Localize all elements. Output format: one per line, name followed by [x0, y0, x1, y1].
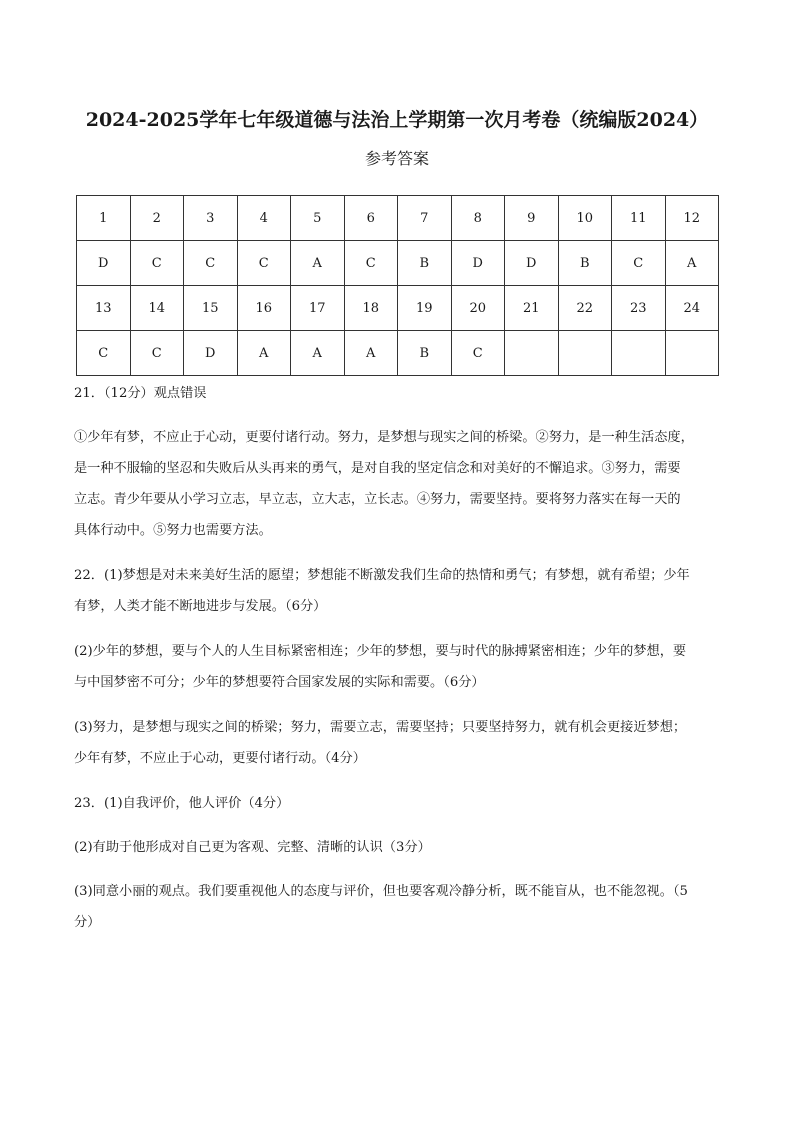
question-number-cell: 22: [558, 286, 612, 331]
answer-cell: B: [398, 241, 452, 286]
q21-line: 具体行动中。⑤努力也需要方法。: [74, 523, 272, 538]
question-number-cell: 19: [398, 286, 452, 331]
question-number-cell: 21: [505, 286, 559, 331]
question-number-cell: 24: [665, 286, 719, 331]
q22-part2-line: 与中国梦密不可分；少年的梦想要符合国家发展的实际和需要。（6分）: [74, 675, 485, 690]
q23-part3-line: (3)同意小丽的观点。我们要重视他人的态度与评价，但也要客观冷静分析，既不能盲从，也不能忽视。（5: [74, 884, 688, 899]
q23-part1-line: 23．(1)自我评价，他人评价（4分）: [74, 796, 290, 811]
question-number-cell: 23: [612, 286, 666, 331]
question-number-cell: 1: [77, 196, 131, 241]
answer-cell: [558, 331, 612, 376]
answer-cell: C: [77, 331, 131, 376]
q23-part3-line: 分）: [74, 915, 101, 930]
question-number-cell: 2: [130, 196, 184, 241]
page-title: 2024-2025学年七年级道德与法治上学期第一次月考卷（统编版2024）: [85, 109, 709, 131]
answer-row: [77, 331, 719, 376]
q22-part2: [74, 636, 724, 698]
q22-part1-line: 有梦，人类才能不断地进步与发展。（6分）: [74, 599, 327, 614]
answer-cell: [505, 331, 559, 376]
question-number-cell: 17: [291, 286, 345, 331]
q23-part2-line: (2)有助于他形成对自己更为客观、完整、清晰的认识（3分）: [74, 840, 431, 855]
answer-cell: D: [505, 241, 559, 286]
q22-part3-line: 少年有梦，不应止于心动，更要付诸行动。（4分）: [74, 751, 366, 766]
q21-heading: 21．（12分）观点错误: [74, 386, 207, 401]
answer-cell: C: [130, 331, 184, 376]
question-number-cell: 10: [558, 196, 612, 241]
q21-line: ①少年有梦，不应止于心动，更要付诸行动。努力，是梦想与现实之间的桥梁。②努力，是一种生活态度，: [74, 430, 694, 445]
answer-cell: C: [130, 241, 184, 286]
answer-cell: C: [237, 241, 291, 286]
question-number-cell: 3: [184, 196, 238, 241]
question-number-cell: 18: [344, 286, 398, 331]
question-number-cell: 20: [451, 286, 505, 331]
question-number-cell: 13: [77, 286, 131, 331]
answer-cell: A: [291, 241, 345, 286]
q22-part1-line: 22．(1)梦想是对未来美好生活的愿望；梦想能不断激发我们生命的热情和勇气；有梦想，就有希望；少年: [74, 568, 690, 583]
q21-answer: [74, 422, 724, 546]
q22-part3-line: (3)努力，是梦想与现实之间的桥梁；努力，需要立志，需要坚持；只要坚持努力，就有机会更接近梦想；: [74, 720, 687, 735]
answer-cell: C: [344, 241, 398, 286]
q21-line: 立志。青少年要从小学习立志，早立志，立大志，立长志。④努力，需要坚持。要将努力落实在每一天的: [74, 492, 681, 507]
answer-cell: C: [451, 331, 505, 376]
answer-cell: [665, 331, 719, 376]
question-number-cell: 8: [451, 196, 505, 241]
answer-cell: D: [451, 241, 505, 286]
answer-cell: B: [398, 331, 452, 376]
question-number-row: [77, 196, 719, 241]
question-number-cell: 6: [344, 196, 398, 241]
answer-cell: A: [237, 331, 291, 376]
q21-line: 是一种不服输的坚忍和失败后从头再来的勇气，是对自我的坚定信念和对美好的不懈追求。③努力，需要: [74, 461, 681, 476]
answer-cell: C: [184, 241, 238, 286]
answer-cell: D: [77, 241, 131, 286]
answer-cell: A: [344, 331, 398, 376]
q23-part1: [74, 788, 724, 819]
q23-part2: [74, 832, 724, 863]
answer-cell: D: [184, 331, 238, 376]
question-number-cell: 7: [398, 196, 452, 241]
question-number-cell: 5: [291, 196, 345, 241]
question-number-cell: 12: [665, 196, 719, 241]
page-subtitle: 参考答案: [364, 149, 429, 168]
question-number-cell: 4: [237, 196, 291, 241]
question-number-cell: 16: [237, 286, 291, 331]
answer-row: [77, 241, 719, 286]
q22-part3: [74, 712, 724, 774]
question-number-cell: 11: [612, 196, 666, 241]
question-number-row: [77, 286, 719, 331]
answer-cell: C: [612, 241, 666, 286]
answer-cell: A: [291, 331, 345, 376]
answer-cell: B: [558, 241, 612, 286]
q22-part1: [74, 560, 724, 622]
question-number-cell: 15: [184, 286, 238, 331]
question-number-cell: 9: [505, 196, 559, 241]
answer-table: [76, 195, 719, 376]
answer-cell: A: [665, 241, 719, 286]
question-number-cell: 14: [130, 286, 184, 331]
answer-cell: [612, 331, 666, 376]
q23-part3: [74, 876, 724, 938]
q22-part2-line: (2)少年的梦想，要与个人的人生目标紧密相连；少年的梦想，要与时代的脉搏紧密相连；少年的梦想，要: [74, 644, 687, 659]
